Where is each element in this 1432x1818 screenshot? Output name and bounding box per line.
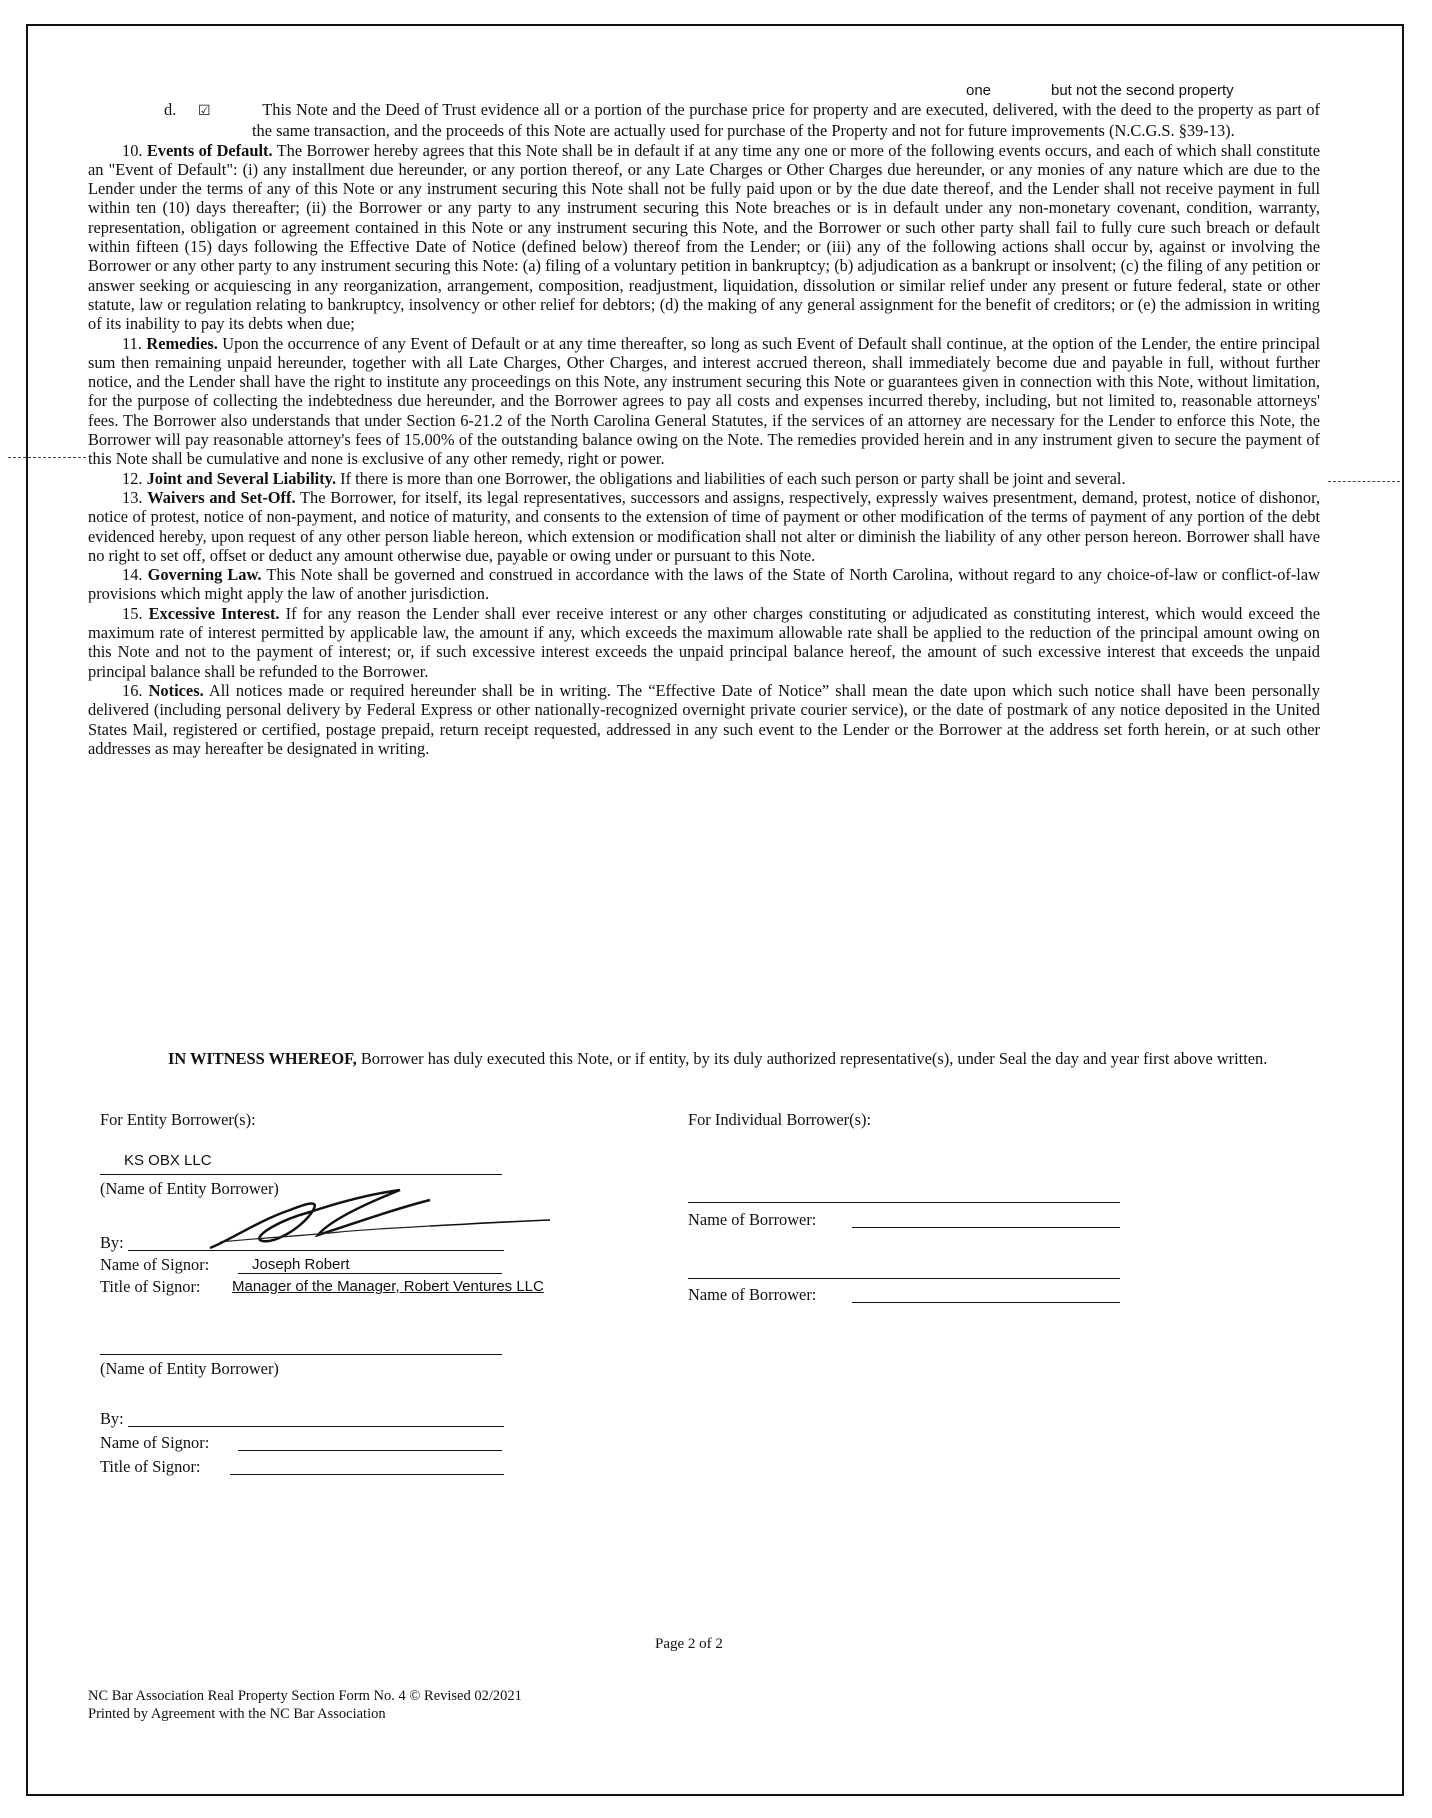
section-text: This Note shall be governed and construed in accordance with the laws of the State of North Carolina, without regard to any choice-of-law or conflict-of-law provisions which might apply the law of another jurisdiction. xyxy=(88,565,1320,604)
by2-label: By: xyxy=(100,1409,124,1428)
borrower1-name-label: Name of Borrower: xyxy=(688,1210,817,1229)
signor2-name-label: Name of Signor: xyxy=(100,1433,210,1452)
entity-borrower-heading: For Entity Borrower(s): xyxy=(100,1110,256,1129)
page-number: Page 2 of 2 xyxy=(655,1636,723,1652)
by-label: By: xyxy=(100,1233,124,1252)
section-title: Excessive Interest. xyxy=(148,603,280,623)
section-text: The Borrower hereby agrees that this Note shall be in default if at any time any one or more of the following events occurs, and each of which shall constitute an "Event of Default": (i) any installment due hereunder, or any portion thereof, or any Late Charges or Other Charges due hereunder, or any monies of any nature which are due to the Lender under the terms of any of this Note or any instrument securing this Note shall not be fully paid upon or by the due date thereof, and the Lender shall not receive payment in full within ten (10) days thereafter; (ii) the Borrower or any party to any instrument securing this Note breaches or is in default under any non-monetary covenant, condition, warranty, representation, obligation or agreement contained in this Note or any instrument securing this Note, and the Borrower or such other party shall fail to fully cure such breach or default within fifteen (15) days following the Effective Date of Notice (defined below) thereof from the Lender; or (iii) any of the following actions shall occur by, against or involving the Borrower or any other party to any instrument securing this Note: (a) filing of a voluntary petition in bankruptcy; (b) adjudication as a bankrupt or insolvent; (c) the filing of any petition or answer seeking or acquiescing in any reorganization, arrangement, composition, readjustment, liquidation, dissolution or similar relief under any present or future federal, state or other statute, law or regulation relating to bankruptcy, insolvency or other relief for debtors; (d) the making of any general assignment for the benefit of creditors; or (e) the admission in writing of its inability to pay its debts when due; xyxy=(88,140,1320,334)
entity2-name-line[interactable] xyxy=(100,1354,502,1355)
section-10 xyxy=(88,141,1320,334)
borrower1-name-line[interactable] xyxy=(852,1227,1120,1228)
section-title: Remedies. xyxy=(146,333,218,353)
witness-text: Borrower has duly executed this Note, or if entity, by its duly authorized representative(s), under Seal the day and year first above written. xyxy=(360,1049,1268,1068)
section-text: The Borrower, for itself, its legal representatives, successors and assigns, respectively, expressly waives presentment, demand, protest, notice of dishonor, notice of protest, notice of non-payment, and notice of maturity, and consents to the extension of time of payment or other modification of the terms of payment of any portion of the debt evidenced hereby, upon request of any other person liable hereon, which extension or modification shall not alter or diminish the liability of any other person hereon. Borrower shall have no right to set off, offset or deduct any amount otherwise due, payable or owing under or pursuant to this Note. xyxy=(88,487,1320,565)
section-title: Notices. xyxy=(148,680,204,700)
section-text: If for any reason the Lender shall ever receive interest or any other charges constituting or adjudicated as constituting interest, which would exceed the maximum rate of interest permitted by applicable law, the amount if any, which exceeds the maximum allowable rate shall be applied to the reduction of the principal amount owing on this Note and not to the payment of interest; or, if such excessive interest exceeds the unpaid principal balance hereof, the amount of such excessive interest that exceeds the unpaid principal balance shall be refunded to the Borrower. xyxy=(88,603,1321,681)
section-14 xyxy=(88,565,1320,604)
section-text: All notices made or required hereunder shall be in writing. The “Effective Date of Notice” shall mean the date upon which such notice shall have been personally delivered (including personal delivery by Federal Express or other nationally-recognized overnight private courier service), or the date of postmark of any notice deposited in the United States Mail, registered or certified, postage prepaid, return receipt requested, addressed in any such event to the Lender or the Borrower at the address set forth herein, or at such other addresses as may hereafter be designated in writing. xyxy=(88,680,1320,758)
section-16 xyxy=(88,681,1320,758)
signor2-name-line[interactable] xyxy=(238,1450,502,1451)
section-text: Upon the occurrence of any Event of Default or at any time thereafter, so long as such Event of Default shall continue, at the option of the Lender, the entire principal sum then remaining unpaid hereunder, together with all Late Charges, Other Charges, and interest accrued thereon, shall immediately become due and payable in full, without further notice, and the Lender shall have the right to institute any proceedings on this Note, any instrument securing this Note or guarantees given in connection with this Note, without limitation, for the purpose of collecting the indebtedness due hereunder, and the Borrower agrees to pay all costs and expenses incurred thereby, including, but not limited to, reasonable attorneys' fees. The Borrower also understands that under Section 6-21.2 of the North Carolina General Statutes, if the services of an attorney are necessary for the Lender to enforce this Note, the Borrower will pay reasonable attorney's fees of 15.00% of the outstanding balance owing on the Note. The remedies provided herein and in any instrument given to secure the payment of this Note shall be cumulative and none is exclusive of any other remedy, right or power. xyxy=(88,333,1320,469)
section-number: 13. xyxy=(122,487,143,507)
witness-lead: IN WITNESS WHEREOF, xyxy=(168,1049,357,1068)
annotation-one: one xyxy=(966,82,992,99)
signature-mark xyxy=(200,1180,560,1260)
checked-box-icon: ☑ xyxy=(198,103,211,119)
individual-borrower-heading: For Individual Borrower(s): xyxy=(688,1110,871,1129)
signor-name-label: Name of Signor: xyxy=(100,1255,210,1274)
individual1-signature-line[interactable] xyxy=(688,1202,1120,1203)
entity-name-value: KS OBX LLC xyxy=(124,1152,212,1169)
witness-clause xyxy=(88,1048,1320,1069)
signor-title-value: Manager of the Manager, Robert Ventures LLC xyxy=(232,1278,544,1295)
paragraph-d xyxy=(88,100,1320,141)
section-title: Joint and Several Liability. xyxy=(146,468,337,488)
signor2-title-label: Title of Signor: xyxy=(100,1457,201,1476)
section-number: 15. xyxy=(122,603,143,623)
section-number: 10. xyxy=(122,140,143,160)
section-title: Waivers and Set-Off. xyxy=(147,487,296,507)
section-15 xyxy=(88,604,1320,681)
section-number: 16. xyxy=(122,680,143,700)
signor2-title-line[interactable] xyxy=(230,1474,504,1475)
borrower2-name-label: Name of Borrower: xyxy=(688,1285,817,1304)
signor-name-value: Joseph Robert xyxy=(252,1256,350,1273)
section-number: 12. xyxy=(122,468,143,488)
borrower2-name-line[interactable] xyxy=(852,1302,1120,1303)
section-13 xyxy=(88,488,1320,565)
section-title: Governing Law. xyxy=(147,565,262,585)
paragraph-d-text: This Note and the Deed of Trust evidence all or a portion of the purchase price for property and are executed, delivered, with the deed to the property as part of the same transaction, and the proceeds of this Note are actually used for purchase of the Property and not for future improvements (N.C.G.S. §39-13). xyxy=(252,100,1320,141)
entity-name-line xyxy=(100,1174,502,1175)
by2-signature-line[interactable] xyxy=(128,1426,504,1427)
section-title: Events of Default. xyxy=(146,140,273,160)
note-body xyxy=(88,100,1320,758)
section-number: 11. xyxy=(122,333,142,353)
section-number: 14. xyxy=(122,565,143,585)
footer-form-line: NC Bar Association Real Property Section Form No. 4 © Revised 02/2021 xyxy=(88,1688,522,1704)
entity-name-label: (Name of Entity Borrower) xyxy=(100,1179,279,1198)
signor-name-line xyxy=(238,1273,502,1274)
section-12 xyxy=(88,469,1320,488)
footer xyxy=(88,1687,522,1723)
footer-printed-line: Printed by Agreement with the NC Bar Association xyxy=(88,1706,386,1722)
margin-dash-left xyxy=(8,457,86,458)
margin-dash-right xyxy=(1328,481,1400,482)
section-text: If there is more than one Borrower, the obligations and liabilities of each such person or party shall be joint and several. xyxy=(340,468,1126,488)
individual2-signature-line[interactable] xyxy=(688,1278,1120,1279)
entity2-name-label: (Name of Entity Borrower) xyxy=(100,1359,279,1378)
section-11 xyxy=(88,334,1320,469)
paragraph-d-letter: d. xyxy=(164,100,177,119)
annotation-second-property: but not the second property xyxy=(1051,82,1234,99)
signor-title-label: Title of Signor: xyxy=(100,1277,201,1296)
